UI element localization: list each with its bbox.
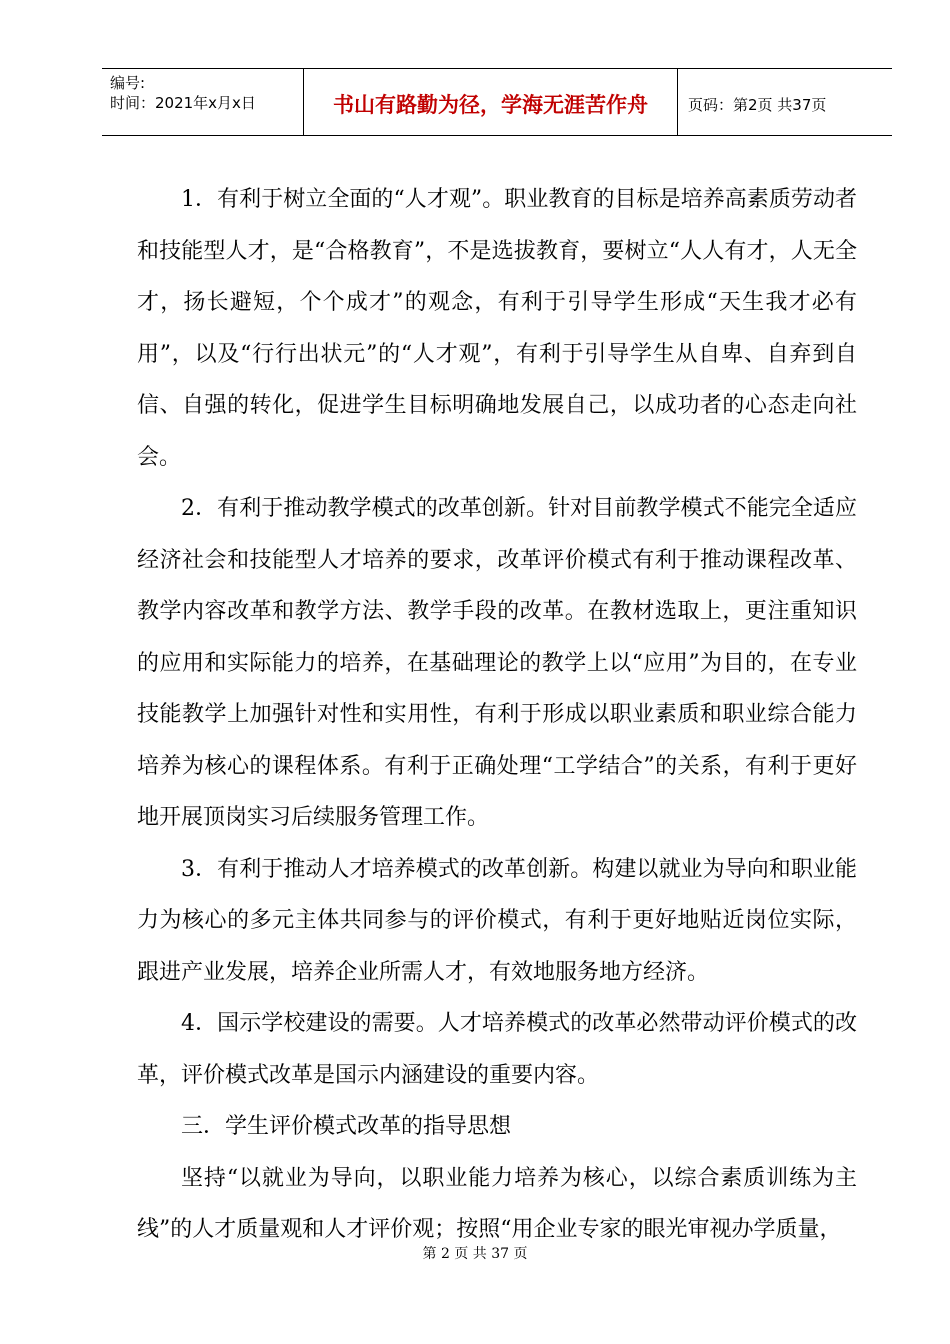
- section-heading: 三．学生评价模式改革的指导思想: [181, 1114, 512, 1139]
- paragraph-2: 2．有利于推动教学模式的改革创新。针对目前教学模式不能完全适应经济社会和技能型人才培养的要求，改革评价模式有利于推动课程改革、教学内容改革和教学方法、教学手段的改革。在教材选取上，更注重知识的应用和实际能力的培养，在基础理论的教学上以“应用”为目的，在专业技能教学上加强针对性和实用性，有利于形成以职业素质和职业综合能力培养为核心的课程体系。有利于正确处理“工学结合”的关系，有利于更好地开展顶岗实习后续服务管理工作。: [137, 496, 857, 830]
- header-page-info: 页码：第2页 共37页: [688, 95, 827, 114]
- paragraph-4: 4．国示学校建设的需要。人才培养模式的改革必然带动评价模式的改革，评价模式改革是国示内涵建设的重要内容。: [137, 1011, 857, 1088]
- page-header: [102, 68, 892, 136]
- paragraph-3: 3．有利于推动人才培养模式的改革创新。构建以就业为导向和职业能力为核心的多元主体共同参与的评价模式，有利于更好地贴近岗位实际，跟进产业发展，培养企业所需人才，有效地服务地方经济。: [137, 856, 857, 985]
- paragraph-1: 1．有利于树立全面的“人才观”。职业教育的目标是培养高素质劳动者和技能型人才，是“合格教育”，不是选拔教育，要树立“人人有才，人无全才，扬长避短，个个成才”的观念，有利于引导学生形成“天生我才必有用”，以及“行行出状元”的“人才观”，有利于引导学生从自卑、自弃到自信、自强的转化，促进学生目标明确地发展自己，以成功者的心态走向社会。: [137, 187, 857, 470]
- paragraph-5: 坚持“以就业为导向，以职业能力培养为核心，以综合素质训练为主线”的人才质量观和人才评价观；按照“用企业专家的眼光审视办学质量，: [137, 1165, 857, 1242]
- header-meta: [102, 69, 304, 135]
- number-label: 编号:: [110, 74, 146, 92]
- document-body: [137, 174, 857, 1256]
- page-footer: 第 2 页 共 37 页: [422, 1246, 528, 1262]
- header-motto: 书山有路勤为径，学海无涯苦作舟: [304, 69, 678, 135]
- time-label: 时间：2021年x月x日: [110, 94, 256, 112]
